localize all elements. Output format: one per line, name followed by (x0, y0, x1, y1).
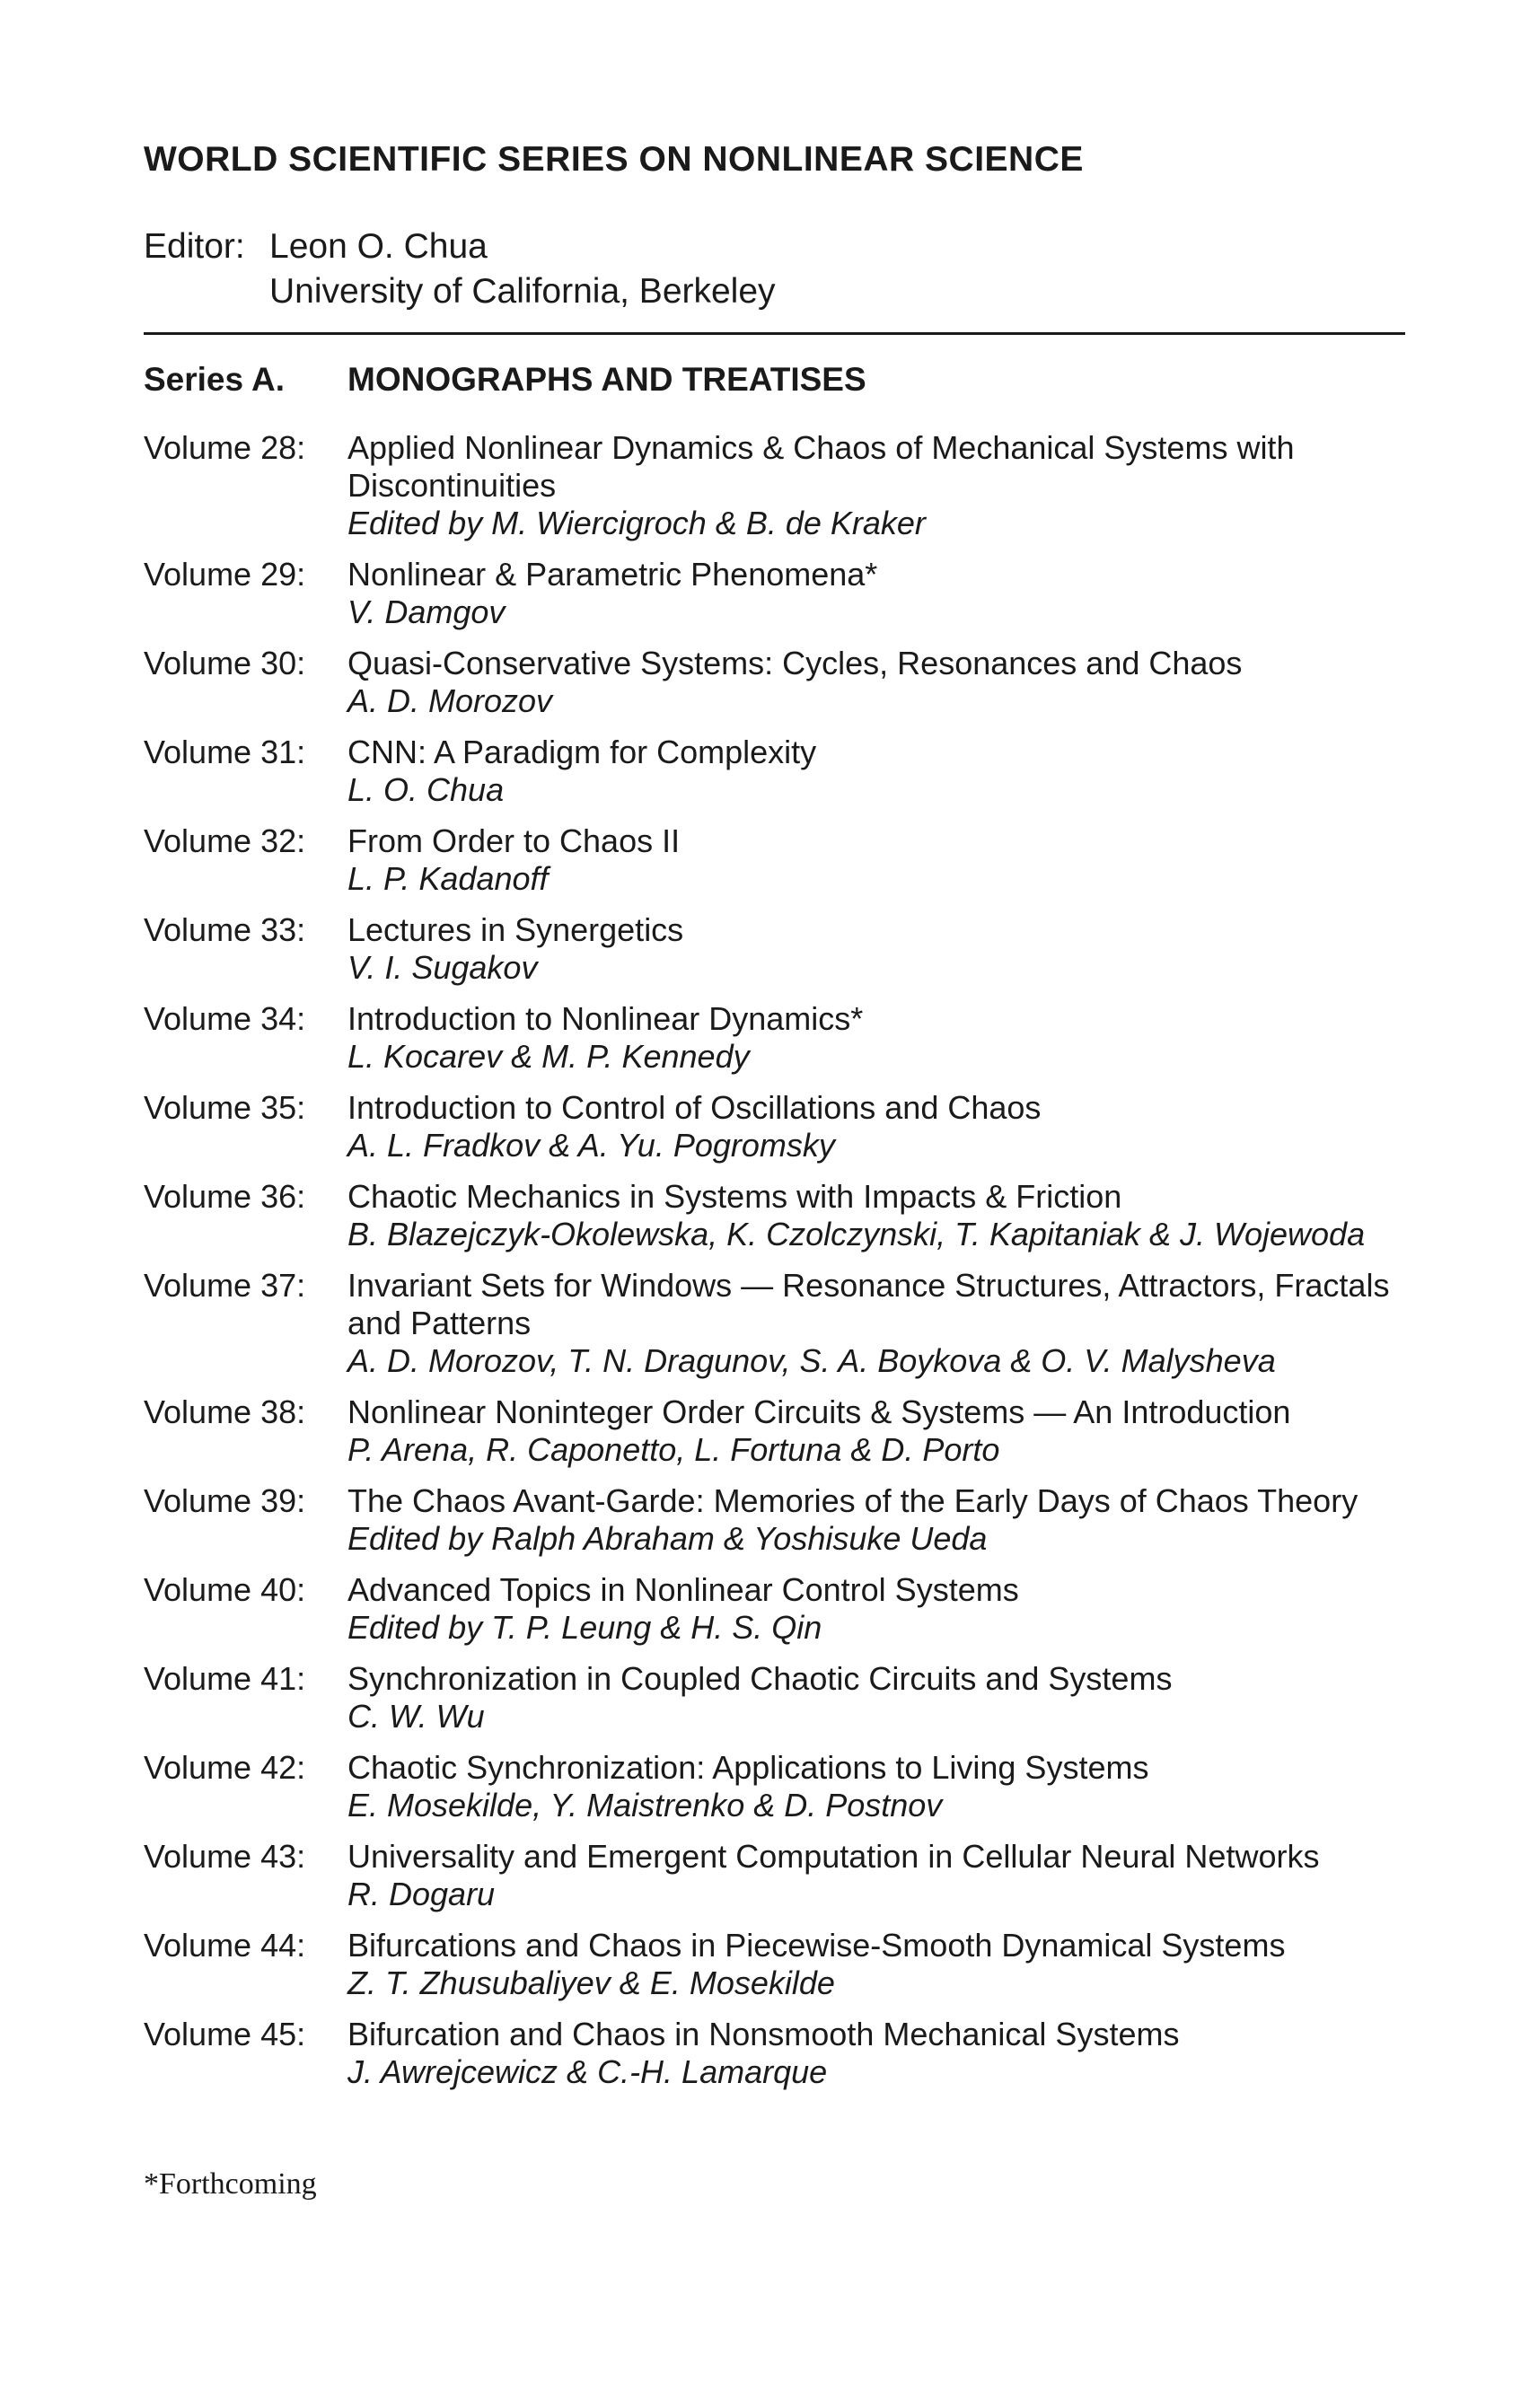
volume-authors: L. Kocarev & M. P. Kennedy (347, 1038, 750, 1075)
volume-entry (144, 1660, 1419, 1736)
volume-title: Nonlinear & Parametric Phenomena* (347, 556, 878, 593)
series-code: Series A. (144, 361, 285, 398)
editor-label: Editor: (144, 227, 245, 266)
volume-entry (144, 1000, 1419, 1076)
volume-title: Applied Nonlinear Dynamics & Chaos of Mechanical Systems with Discontinuities (347, 429, 1295, 504)
volume-number: Volume 35: (144, 1089, 306, 1126)
series-name: MONOGRAPHS AND TREATISES (347, 361, 866, 398)
volume-entry (144, 1393, 1419, 1469)
volume-number: Volume 32: (144, 822, 306, 859)
volume-authors: Edited by M. Wiercigroch & B. de Kraker (347, 505, 926, 541)
volume-title: Bifurcation and Chaos in Nonsmooth Mechanical Systems (347, 2016, 1180, 2052)
volume-entry (144, 556, 1419, 631)
volume-authors: R. Dogaru (347, 1876, 496, 1912)
volume-title: CNN: A Paradigm for Complexity (347, 734, 817, 770)
volume-list (144, 429, 1419, 2105)
footnote: *Forthcoming (144, 2167, 317, 2201)
volume-title: Universality and Emergent Computation in Cellular Neural Networks (347, 1838, 1320, 1875)
volume-authors: P. Arena, R. Caponetto, L. Fortuna & D. Porto (347, 1431, 1000, 1468)
volume-authors: L. O. Chua (347, 771, 505, 808)
volume-title: Invariant Sets for Windows — Resonance Structures, Attractors, Fractals and Patterns (347, 1267, 1390, 1341)
volume-entry (144, 1927, 1419, 2002)
volume-entry (144, 645, 1419, 720)
volume-title: From Order to Chaos II (347, 822, 681, 859)
volume-number: Volume 33: (144, 911, 306, 948)
volume-entry (144, 2016, 1419, 2091)
volume-entry (144, 1178, 1419, 1253)
volume-title: The Chaos Avant-Garde: Memories of the Early Days of Chaos Theory (347, 1482, 1359, 1519)
volume-entry (144, 822, 1419, 898)
volume-authors: A. D. Morozov (347, 682, 553, 719)
editor-block (144, 224, 776, 314)
volume-authors: V. Damgov (347, 593, 506, 630)
volume-entry (144, 1749, 1419, 1824)
volume-entry (144, 1089, 1419, 1164)
editor-name: Leon O. Chua (269, 227, 488, 266)
volume-authors: V. I. Sugakov (347, 949, 538, 986)
volume-authors: A. D. Morozov, T. N. Dragunov, S. A. Boykova & O. V. Malysheva (347, 1342, 1276, 1379)
volume-number: Volume 45: (144, 2016, 306, 2052)
volume-title: Advanced Topics in Nonlinear Control Systems (347, 1571, 1019, 1608)
volume-entry (144, 1482, 1419, 1558)
series-title: WORLD SCIENTIFIC SERIES ON NONLINEAR SCIENCE (144, 140, 1084, 179)
volume-title: Lectures in Synergetics (347, 911, 684, 948)
volume-title: Chaotic Mechanics in Systems with Impacts & Friction (347, 1178, 1122, 1215)
volume-title: Nonlinear Noninteger Order Circuits & Systems — An Introduction (347, 1393, 1291, 1430)
editor-line (144, 224, 776, 269)
volume-authors: Z. T. Zhusubaliyev & E. Mosekilde (347, 1964, 835, 2001)
volume-number: Volume 39: (144, 1482, 306, 1519)
volume-authors: A. L. Fradkov & A. Yu. Pogromsky (347, 1127, 835, 1164)
volume-number: Volume 41: (144, 1660, 306, 1697)
volume-authors: E. Mosekilde, Y. Maistrenko & D. Postnov (347, 1787, 943, 1824)
volume-number: Volume 42: (144, 1749, 306, 1786)
volume-number: Volume 29: (144, 556, 306, 593)
volume-entry (144, 1571, 1419, 1647)
volume-title: Introduction to Control of Oscillations and Chaos (347, 1089, 1042, 1126)
volume-number: Volume 30: (144, 645, 306, 681)
series-heading (144, 361, 866, 399)
volume-number: Volume 31: (144, 734, 306, 770)
volume-title: Synchronization in Coupled Chaotic Circuits and Systems (347, 1660, 1173, 1697)
volume-authors: J. Awrejcewicz & C.-H. Lamarque (347, 2053, 828, 2090)
volume-entry (144, 429, 1419, 542)
volume-number: Volume 44: (144, 1927, 306, 1964)
volume-number: Volume 34: (144, 1000, 306, 1037)
volume-authors: B. Blazejczyk-Okolewska, K. Czolczynski, T. Kapitaniak & J. Wojewoda (347, 1216, 1366, 1252)
volume-entry (144, 1267, 1419, 1380)
horizontal-rule (144, 332, 1405, 335)
volume-title: Chaotic Synchronization: Applications to Living Systems (347, 1749, 1149, 1786)
volume-number: Volume 43: (144, 1838, 306, 1875)
volume-number: Volume 38: (144, 1393, 306, 1430)
volume-number: Volume 37: (144, 1267, 306, 1304)
editor-affiliation: University of California, Berkeley (269, 272, 776, 311)
volume-number: Volume 36: (144, 1178, 306, 1215)
volume-entry (144, 911, 1419, 987)
volume-title: Bifurcations and Chaos in Piecewise-Smooth Dynamical Systems (347, 1927, 1286, 1964)
volume-authors: L. P. Kadanoff (347, 860, 549, 897)
volume-number: Volume 28: (144, 429, 306, 466)
volume-number: Volume 40: (144, 1571, 306, 1608)
volume-authors: C. W. Wu (347, 1698, 485, 1735)
volume-title: Quasi-Conservative Systems: Cycles, Resonances and Chaos (347, 645, 1243, 681)
volume-entry (144, 1838, 1419, 1913)
volume-entry (144, 734, 1419, 809)
volume-authors: Edited by T. P. Leung & H. S. Qin (347, 1609, 822, 1646)
volume-title: Introduction to Nonlinear Dynamics* (347, 1000, 864, 1037)
volume-authors: Edited by Ralph Abraham & Yoshisuke Ueda (347, 1520, 988, 1557)
